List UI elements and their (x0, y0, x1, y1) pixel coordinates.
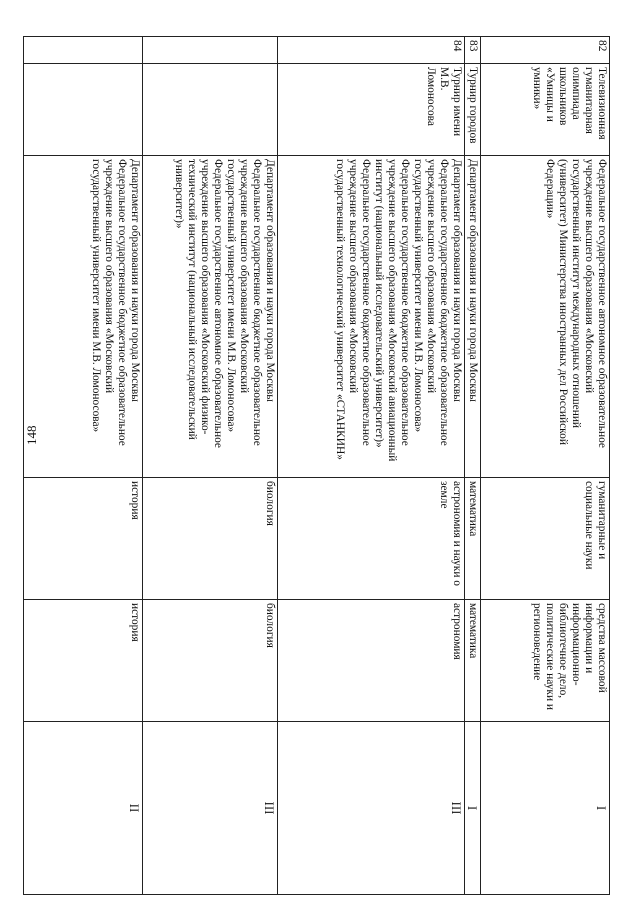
profile-cell: гуманитарные и социальные науки (481, 478, 610, 600)
organizer-text: Федеральное государственное бюджетное образовательное учреждение высшего образования «Московский государственный университет имени М.В. Ломоносова» (412, 159, 450, 446)
subjects-cell: астрономия (278, 600, 465, 722)
profile-cell: астрономия и науки о земле (278, 478, 465, 600)
organizers-cell (481, 156, 610, 478)
row-number-cell (143, 37, 278, 64)
organizers-cell (24, 156, 143, 478)
level-cell: III (278, 722, 465, 895)
organizer-text: Департамент образования и науки города Москвы (129, 159, 141, 402)
table-row (143, 37, 278, 895)
table-row (24, 37, 143, 895)
table-row (278, 37, 465, 895)
organizer-text: Федеральное государственное бюджетное образовательное учреждение высшего образования «Московский государственный технологический университет «СТАНКИН» (334, 159, 372, 460)
subjects-cell: история (24, 600, 143, 722)
row-number-cell: 84 (278, 37, 465, 64)
level-cell: II (24, 722, 143, 895)
organizer-text: Федеральное государственное бюджетное образовательное учреждение высшего образования «Московский государственный университет имени М.В. Ломоносова» (90, 159, 128, 446)
document-sheet (23, 36, 610, 894)
profile-cell: история (24, 478, 143, 600)
olympiad-name-cell: Турнир городов (465, 64, 481, 156)
subjects-cell: средства массовой информации и информационно-библиотечное дело, политические науки и регионоведение (481, 600, 610, 722)
olympiad-name-cell: Телевизионная гуманитарная олимпиада школьников «Умницы и умники» (481, 64, 610, 156)
profile-cell: биология (143, 478, 278, 600)
organizer-text: Департамент образования и науки города Москвы (467, 159, 479, 402)
organizer-text: Департамент образования и науки города Москвы (264, 159, 276, 402)
organizers-cell (278, 156, 465, 478)
olympiad-name-cell (24, 64, 143, 156)
level-cell: III (143, 722, 278, 895)
organizer-text: Федеральное государственное автономное образовательное учреждение высшего образования «Московский физико-технический институт (национальный исследовательский университет)» (173, 159, 224, 448)
subjects-cell: математика (465, 600, 481, 722)
olympiad-name-cell (143, 64, 278, 156)
page-number: 148 (24, 425, 39, 445)
organizers-cell (465, 156, 481, 478)
row-number-cell: 83 (465, 37, 481, 64)
organizer-text: Департамент образования и науки города Москвы (451, 159, 463, 402)
organizer-text: Федеральное государственное бюджетное образовательное учреждение высшего образования «Московский авиационный институт (национальный исследовательский университет)» (373, 159, 411, 462)
table-row (465, 37, 481, 895)
row-number-cell (24, 37, 143, 64)
level-cell: I (465, 722, 481, 895)
subjects-cell: биология (143, 600, 278, 722)
table-body (24, 37, 610, 895)
level-cell: I (481, 722, 610, 895)
row-number-cell: 82 (481, 37, 610, 64)
olympiad-table (23, 36, 610, 895)
organizers-cell (143, 156, 278, 478)
organizer-text: Федеральное государственное автономное образовательное учреждение высшего образования «Московский государственный институт международных отношений (университет) Министерства иностранных дел Российской Федерации» (544, 159, 608, 448)
organizer-text: Федеральное государственное бюджетное образовательное учреждение высшего образования «Московский государственный университет имени М.В. Ломоносова» (225, 159, 263, 446)
table-row (481, 37, 610, 895)
olympiad-name-cell: Турнир имени М.В. Ломоносова (278, 64, 465, 156)
profile-cell: математика (465, 478, 481, 600)
